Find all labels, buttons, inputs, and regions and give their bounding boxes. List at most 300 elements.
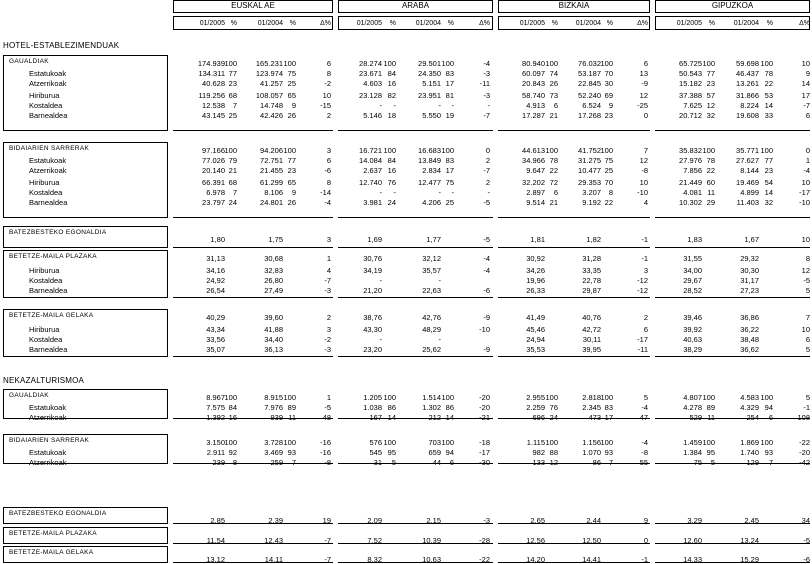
table-cell: 25 bbox=[287, 79, 296, 88]
region-header: EUSKAL AE bbox=[231, 1, 275, 10]
table-cell: 6 bbox=[643, 59, 648, 68]
block-label: BETETZE-MAILA GELAKA bbox=[9, 312, 94, 319]
table-cell: 34,00 bbox=[683, 266, 702, 275]
table-cell: 31.866 bbox=[736, 91, 759, 100]
table-cell: 16.683 bbox=[418, 146, 441, 155]
table-cell: 18 bbox=[387, 111, 396, 120]
table-cell: 36,62 bbox=[740, 345, 759, 354]
table-cell: 38,48 bbox=[740, 335, 759, 344]
table-cell: 41.257 bbox=[260, 79, 283, 88]
table-cell: -5 bbox=[324, 403, 331, 412]
table-cell: -1 bbox=[641, 254, 648, 263]
table-cell: 10 bbox=[322, 91, 331, 100]
table-cell: 1.392 bbox=[206, 413, 225, 422]
block-separator bbox=[173, 247, 333, 248]
table-cell: 60.097 bbox=[522, 69, 545, 78]
table-cell: 86 bbox=[387, 403, 396, 412]
table-cell: 2 bbox=[485, 156, 490, 165]
table-cell: 7.856 bbox=[683, 166, 702, 175]
column-header: Δ% bbox=[799, 20, 810, 27]
table-cell: 7.625 bbox=[683, 101, 702, 110]
table-cell: 8.224 bbox=[740, 101, 759, 110]
table-cell: 133 bbox=[532, 458, 545, 467]
table-cell: -4 bbox=[324, 198, 331, 207]
table-cell: 78 bbox=[706, 156, 715, 165]
table-cell: 254 bbox=[746, 413, 759, 422]
column-header: Δ% bbox=[479, 20, 490, 27]
table-cell: 25 bbox=[228, 111, 237, 120]
table-cell: 86 bbox=[592, 458, 601, 467]
table-cell: 10 bbox=[801, 235, 810, 244]
table-cell: 4.603 bbox=[363, 79, 382, 88]
table-cell: 88 bbox=[549, 448, 558, 457]
table-cell: 33,56 bbox=[206, 335, 225, 344]
table-cell: 65 bbox=[287, 178, 296, 187]
table-cell: -7 bbox=[324, 555, 331, 564]
table-cell: -12 bbox=[637, 276, 648, 285]
table-cell: 70 bbox=[604, 178, 613, 187]
table-cell: 100 bbox=[383, 146, 396, 155]
table-cell: 100 bbox=[600, 393, 613, 402]
table-cell: 11 bbox=[707, 188, 715, 197]
table-cell: 41.752 bbox=[578, 146, 601, 155]
table-cell: 38,76 bbox=[363, 313, 382, 322]
table-cell: 2,44 bbox=[586, 516, 601, 525]
table-cell: -10 bbox=[799, 198, 810, 207]
table-cell: 1.514 bbox=[422, 393, 441, 402]
table-cell: 65.725 bbox=[679, 59, 702, 68]
table-cell: -30 bbox=[479, 458, 490, 467]
table-cell: 4.899 bbox=[740, 188, 759, 197]
table-cell: 12,60 bbox=[683, 536, 702, 545]
row-label: Kostaldea bbox=[29, 188, 63, 197]
table-cell: 32 bbox=[764, 198, 773, 207]
table-cell: 5 bbox=[643, 393, 648, 402]
table-cell: 100 bbox=[702, 146, 715, 155]
table-cell: 239 bbox=[212, 458, 225, 467]
column-header: % bbox=[551, 20, 558, 27]
table-cell: 2.897 bbox=[526, 188, 545, 197]
table-cell: 6 bbox=[553, 101, 558, 110]
table-cell: 17 bbox=[801, 91, 810, 100]
row-label: Estatukoak bbox=[29, 448, 67, 457]
table-cell: 44 bbox=[432, 458, 441, 467]
table-cell: 61.299 bbox=[260, 178, 283, 187]
table-cell: 24.350 bbox=[418, 69, 441, 78]
table-cell: -4 bbox=[641, 438, 648, 447]
table-cell: 1,81 bbox=[530, 235, 545, 244]
table-cell: 7 bbox=[608, 458, 613, 467]
table-cell: 32.202 bbox=[522, 178, 545, 187]
table-cell: 100 bbox=[383, 59, 396, 68]
table-cell: 41,49 bbox=[526, 313, 545, 322]
table-cell: -15 bbox=[320, 101, 331, 110]
table-cell: 30,11 bbox=[582, 335, 601, 344]
table-cell: -4 bbox=[641, 403, 648, 412]
block-separator bbox=[655, 247, 810, 248]
table-cell: 2.818 bbox=[582, 393, 601, 402]
row-label: Hiriburua bbox=[29, 266, 60, 275]
table-cell: -3 bbox=[483, 516, 490, 525]
column-header: 01/2004 bbox=[733, 20, 759, 27]
block-separator bbox=[173, 297, 333, 298]
row-label: Atzerrikoak bbox=[29, 458, 67, 467]
table-cell: 93 bbox=[604, 448, 613, 457]
table-cell: 22,78 bbox=[582, 276, 601, 285]
table-cell: 8 bbox=[326, 178, 331, 187]
table-cell: 10,39 bbox=[422, 536, 441, 545]
column-header: 01/2005 bbox=[676, 20, 702, 27]
table-cell: -11 bbox=[479, 79, 490, 88]
table-cell: 11,54 bbox=[206, 536, 225, 545]
table-cell: 35.771 bbox=[736, 146, 759, 155]
table-cell: -9 bbox=[483, 345, 490, 354]
table-cell: 11.403 bbox=[736, 198, 759, 207]
table-cell: 25 bbox=[604, 166, 613, 175]
table-cell: 5 bbox=[805, 345, 810, 354]
table-cell: 7 bbox=[232, 101, 237, 110]
table-cell: 4.807 bbox=[683, 393, 702, 402]
table-cell: 100 bbox=[283, 59, 296, 68]
row-label: Barnealdea bbox=[29, 345, 68, 354]
block-separator bbox=[498, 217, 650, 218]
table-cell: 29,67 bbox=[683, 276, 702, 285]
table-cell: 5.146 bbox=[363, 111, 382, 120]
table-cell: -3 bbox=[483, 69, 490, 78]
table-cell: 100 bbox=[383, 438, 396, 447]
table-cell: 8 bbox=[805, 254, 810, 263]
table-cell: 84 bbox=[387, 156, 396, 165]
table-cell: 21 bbox=[228, 166, 237, 175]
row-label: Estatukoak bbox=[29, 156, 67, 165]
table-cell: -7 bbox=[324, 276, 331, 285]
table-cell: 129 bbox=[746, 458, 759, 467]
table-cell: 66.391 bbox=[202, 178, 225, 187]
table-cell: 24,92 bbox=[206, 276, 225, 285]
table-cell: 76.032 bbox=[578, 59, 601, 68]
table-cell: 26,33 bbox=[526, 286, 545, 295]
table-cell: -7 bbox=[324, 536, 331, 545]
table-cell: -10 bbox=[479, 325, 490, 334]
table-cell: -6 bbox=[324, 166, 331, 175]
table-cell: 11 bbox=[707, 413, 715, 422]
table-cell: 77 bbox=[228, 69, 237, 78]
table-cell: 1,80 bbox=[210, 235, 225, 244]
table-cell: 44.613 bbox=[522, 146, 545, 155]
block-separator bbox=[498, 356, 650, 357]
table-cell: 75 bbox=[445, 178, 454, 187]
table-cell: 26,80 bbox=[264, 276, 283, 285]
column-header: 01/2004 bbox=[415, 20, 441, 27]
table-cell: -22 bbox=[479, 555, 490, 564]
table-cell: 26 bbox=[549, 79, 558, 88]
block-label: BETETZE-MAILA PLAZAKA bbox=[9, 530, 97, 537]
table-cell: 54 bbox=[764, 178, 773, 187]
table-cell: 42,76 bbox=[422, 313, 441, 322]
table-cell: 3 bbox=[326, 146, 331, 155]
table-cell: 76 bbox=[549, 403, 558, 412]
table-cell: 25 bbox=[445, 198, 454, 207]
table-cell: 100 bbox=[600, 438, 613, 447]
table-cell: 1.459 bbox=[683, 438, 702, 447]
table-cell: 108 bbox=[797, 413, 810, 422]
table-cell: 14,11 bbox=[264, 555, 283, 564]
table-cell: 40,29 bbox=[206, 313, 225, 322]
table-cell: -3 bbox=[324, 345, 331, 354]
table-cell: 4.583 bbox=[740, 393, 759, 402]
block-label: GAUALDIAK bbox=[9, 392, 49, 399]
table-cell: 34,16 bbox=[206, 266, 225, 275]
table-cell: 576 bbox=[369, 438, 382, 447]
table-cell: 100 bbox=[283, 438, 296, 447]
table-cell: 3.150 bbox=[206, 438, 225, 447]
table-cell: 703 bbox=[428, 438, 441, 447]
table-cell: 19,96 bbox=[526, 276, 545, 285]
section-title: HOTEL-ESTABLEZIMENDUAK bbox=[3, 41, 120, 50]
table-cell: 23.671 bbox=[359, 69, 382, 78]
row-label: Hiriburua bbox=[29, 178, 60, 187]
table-cell: -1 bbox=[803, 403, 810, 412]
table-cell: 12,43 bbox=[264, 536, 283, 545]
table-cell: 6 bbox=[553, 188, 558, 197]
table-cell: 100 bbox=[545, 146, 558, 155]
table-cell: 30,76 bbox=[363, 254, 382, 263]
table-cell: 10,63 bbox=[422, 555, 441, 564]
table-cell: 5.550 bbox=[422, 111, 441, 120]
table-cell: 212 bbox=[428, 413, 441, 422]
table-cell: - bbox=[487, 188, 490, 197]
table-cell: 69 bbox=[604, 91, 613, 100]
table-cell: -5 bbox=[803, 536, 810, 545]
table-cell: -25 bbox=[637, 101, 648, 110]
table-cell: 6.978 bbox=[206, 188, 225, 197]
table-cell: 3.469 bbox=[264, 448, 283, 457]
table-cell: 53 bbox=[764, 91, 773, 100]
table-cell: 939 bbox=[270, 413, 283, 422]
table-cell: 27.976 bbox=[679, 156, 702, 165]
table-cell: 36,13 bbox=[264, 345, 283, 354]
table-cell: 15,29 bbox=[740, 555, 759, 564]
table-cell: 12 bbox=[549, 458, 558, 467]
table-cell: 1.070 bbox=[582, 448, 601, 457]
table-cell: 12.740 bbox=[359, 178, 382, 187]
table-cell: 83 bbox=[604, 403, 613, 412]
table-cell: 100 bbox=[545, 393, 558, 402]
column-header: 01/2004 bbox=[575, 20, 601, 27]
table-cell: 1 bbox=[326, 393, 331, 402]
table-cell: 17.287 bbox=[522, 111, 545, 120]
table-cell: 7 bbox=[805, 313, 810, 322]
table-cell: 13,12 bbox=[206, 555, 225, 564]
block-label: BATEZBESTEKO EGONALDIA bbox=[9, 510, 107, 517]
block-label: BETETZE-MAILA GELAKA bbox=[9, 549, 94, 556]
table-cell: - bbox=[379, 188, 382, 197]
table-cell: 40,76 bbox=[582, 313, 601, 322]
block-label: GAUALDIAK bbox=[9, 58, 49, 65]
table-cell: 26 bbox=[287, 198, 296, 207]
table-cell: - bbox=[438, 335, 441, 344]
table-cell: 167 bbox=[369, 413, 382, 422]
table-cell: 7 bbox=[291, 458, 296, 467]
table-cell: -4 bbox=[483, 266, 490, 275]
table-cell: 31.275 bbox=[578, 156, 601, 165]
table-cell: 29.501 bbox=[418, 59, 441, 68]
block-separator bbox=[173, 356, 333, 357]
table-cell: 8.106 bbox=[264, 188, 283, 197]
table-cell: 473 bbox=[588, 413, 601, 422]
block-separator bbox=[655, 217, 810, 218]
table-cell: 19.469 bbox=[736, 178, 759, 187]
table-cell: 31 bbox=[373, 458, 382, 467]
table-cell: 8.915 bbox=[264, 393, 283, 402]
table-cell: 72 bbox=[549, 178, 558, 187]
table-cell: -21 bbox=[479, 413, 490, 422]
table-cell: - bbox=[393, 188, 396, 197]
table-cell: -9 bbox=[483, 313, 490, 322]
table-cell: 23 bbox=[706, 79, 715, 88]
region-header: GIPUZKOA bbox=[711, 1, 754, 10]
table-cell: 3 bbox=[326, 235, 331, 244]
table-cell: 92 bbox=[228, 448, 237, 457]
block-separator bbox=[498, 130, 650, 131]
table-cell: 0 bbox=[805, 146, 810, 155]
table-cell: 77 bbox=[287, 156, 296, 165]
table-cell: 20.843 bbox=[522, 79, 545, 88]
table-cell: 1,77 bbox=[426, 235, 441, 244]
table-cell: 1.156 bbox=[582, 438, 601, 447]
table-cell: 100 bbox=[224, 146, 237, 155]
table-cell: 94 bbox=[445, 448, 454, 457]
table-cell: -20 bbox=[479, 393, 490, 402]
table-cell: 100 bbox=[383, 393, 396, 402]
table-cell: -3 bbox=[483, 91, 490, 100]
table-cell: 9 bbox=[291, 188, 296, 197]
table-cell: 1.740 bbox=[740, 448, 759, 457]
table-cell: - bbox=[393, 101, 396, 110]
column-header: Δ% bbox=[320, 20, 331, 27]
table-cell: 9.514 bbox=[526, 198, 545, 207]
column-header: % bbox=[289, 20, 296, 27]
table-cell: 13.849 bbox=[418, 156, 441, 165]
table-cell: 10 bbox=[639, 178, 648, 187]
table-cell: 77 bbox=[764, 156, 773, 165]
table-cell: 39,46 bbox=[683, 313, 702, 322]
table-cell: 2.911 bbox=[206, 448, 225, 457]
table-cell: -9 bbox=[641, 79, 648, 88]
table-cell: 134.311 bbox=[198, 69, 225, 78]
table-cell: 43,30 bbox=[363, 325, 382, 334]
table-cell: 14.084 bbox=[359, 156, 382, 165]
table-cell: 57 bbox=[706, 91, 715, 100]
table-cell: 3 bbox=[326, 325, 331, 334]
table-cell: 34,19 bbox=[363, 266, 382, 275]
table-cell: 4 bbox=[643, 198, 648, 207]
table-cell: 35,07 bbox=[206, 345, 225, 354]
block-separator bbox=[655, 356, 810, 357]
table-cell: 16.721 bbox=[359, 146, 382, 155]
table-cell: 2,15 bbox=[426, 516, 441, 525]
table-cell: 28,52 bbox=[683, 286, 702, 295]
table-cell: 29,32 bbox=[740, 254, 759, 263]
table-cell: 79 bbox=[228, 156, 237, 165]
block-separator bbox=[173, 217, 333, 218]
table-cell: 10 bbox=[801, 325, 810, 334]
table-cell: 3.207 bbox=[582, 188, 601, 197]
table-cell: 25,62 bbox=[422, 345, 441, 354]
table-cell: 5 bbox=[805, 286, 810, 295]
column-header: % bbox=[389, 20, 396, 27]
table-cell: -2 bbox=[324, 335, 331, 344]
table-cell: 21,20 bbox=[363, 286, 382, 295]
table-cell: 35,57 bbox=[422, 266, 441, 275]
table-cell: -1 bbox=[641, 235, 648, 244]
table-cell: 659 bbox=[428, 448, 441, 457]
table-cell: 6 bbox=[449, 458, 454, 467]
table-cell: 4.278 bbox=[683, 403, 702, 412]
block-separator bbox=[498, 297, 650, 298]
table-cell: 9 bbox=[291, 101, 296, 110]
column-header: % bbox=[230, 20, 237, 27]
row-label: Kostaldea bbox=[29, 101, 63, 110]
table-cell: 8,32 bbox=[367, 555, 382, 564]
table-cell: 2,09 bbox=[367, 516, 382, 525]
column-header: % bbox=[766, 20, 773, 27]
table-cell: 36,86 bbox=[740, 313, 759, 322]
table-cell: 76 bbox=[387, 178, 396, 187]
table-cell: 14 bbox=[764, 101, 773, 110]
table-cell: 100 bbox=[545, 59, 558, 68]
table-cell: 15.182 bbox=[679, 79, 702, 88]
table-cell: - bbox=[438, 101, 441, 110]
table-cell: 5 bbox=[391, 458, 396, 467]
column-header: % bbox=[606, 20, 613, 27]
table-cell: -14 bbox=[320, 188, 331, 197]
table-cell: 47 bbox=[639, 413, 648, 422]
table-cell: 77 bbox=[706, 69, 715, 78]
table-cell: 6 bbox=[768, 413, 773, 422]
table-cell: 26,54 bbox=[206, 286, 225, 295]
table-cell: 39,95 bbox=[582, 345, 601, 354]
table-cell: 59.698 bbox=[736, 59, 759, 68]
table-cell: 23.128 bbox=[359, 91, 382, 100]
table-cell: 2 bbox=[326, 313, 331, 322]
table-cell: 2.834 bbox=[422, 166, 441, 175]
table-cell: 9.192 bbox=[582, 198, 601, 207]
table-cell: 14 bbox=[764, 188, 773, 197]
table-cell: -7 bbox=[803, 101, 810, 110]
row-label: Barnealdea bbox=[29, 286, 68, 295]
table-cell: 100 bbox=[600, 59, 613, 68]
table-cell: 20.712 bbox=[679, 111, 702, 120]
table-cell: 84 bbox=[387, 69, 396, 78]
table-cell: 34 bbox=[801, 516, 810, 525]
table-cell: 2,45 bbox=[744, 516, 759, 525]
table-cell: - bbox=[379, 335, 382, 344]
table-cell: 12 bbox=[706, 101, 715, 110]
block-separator bbox=[338, 130, 493, 131]
table-cell: 52.240 bbox=[578, 91, 601, 100]
table-cell: 33,35 bbox=[582, 266, 601, 275]
table-cell: 89 bbox=[706, 403, 715, 412]
table-cell: 29.353 bbox=[578, 178, 601, 187]
table-cell: -5 bbox=[803, 276, 810, 285]
table-cell: 75 bbox=[287, 69, 296, 78]
table-cell: 53.187 bbox=[578, 69, 601, 78]
table-cell: -17 bbox=[479, 448, 490, 457]
table-cell: 100 bbox=[600, 146, 613, 155]
table-cell: 23 bbox=[764, 166, 773, 175]
table-cell: 0 bbox=[643, 111, 648, 120]
